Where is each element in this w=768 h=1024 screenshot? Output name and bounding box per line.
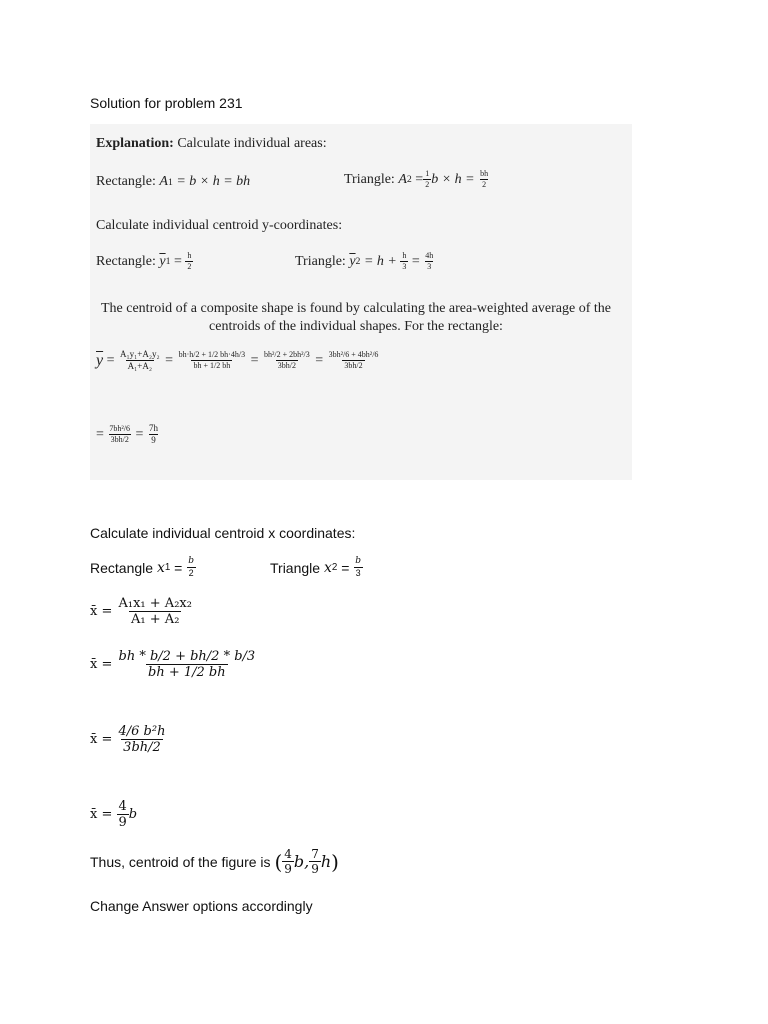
rectangle-area: Rectangle: A 1 = b × h = bh xyxy=(96,174,251,189)
triangle-area: Triangle: A 2 = $\frac{1}{2}$ b × h = $\frac{bh}{2}$ xyxy=(344,169,489,189)
xbar-simplified: x̄ = $\frac{\text{4/6 b²h}}{3bh/2}$ xyxy=(90,724,166,755)
xbar-substitution: x̄ = $\frac{bh * b/2 + bh/2 * b/3}{bh + 1/2 bh}$ xyxy=(90,649,256,680)
xbar-final: x̄ = $\frac{4}{9}$ b xyxy=(90,799,138,830)
rectangle-y: Rectangle: $\overline{y}$ 1 = $\frac{h}{2}$ xyxy=(96,251,192,271)
explanation-panel xyxy=(90,124,632,480)
triangle-x: Triangle x 2 = $\frac{b}{3}$ xyxy=(270,556,362,578)
xbar-formula: x̄ = $\frac{\text{A₁x₁ + A₂x₂}}{\text{A₁ + A₂}}$ xyxy=(90,596,192,627)
problem-heading: Solution for problem 231 xyxy=(90,95,243,111)
centroid-result-line: Thus, centroid of the figure is ( $\frac{4}{9}$ b, $\frac{7}{9}$ h ) xyxy=(90,847,339,876)
ybar-result: = $\frac{\text{7bh²/6}}{3bh/2}$ = $\frac{7h}{9}$ xyxy=(96,423,158,445)
explanation-line xyxy=(96,136,327,152)
centroid-y-heading: Calculate individual centroid y-coordinates: xyxy=(96,218,343,233)
explanation-text: Calculate individual areas: xyxy=(177,136,327,151)
composite-text: The centroid of a composite shape is found by calculating the area-weighted average of the centroids of the individual shapes. For the rectangle: xyxy=(100,301,611,334)
rectangle-x: Rectangle x 1 = $\frac{b}{2}$ xyxy=(90,556,195,578)
triangle-y: Triangle: $\overline{y}$ 2 = h + $\frac{h}{3}$ = $\frac{4h}{3}$ xyxy=(295,251,434,271)
centroid-x-heading: Calculate individual centroid x coordinates: xyxy=(90,525,356,541)
ybar-computation: $\overline{y}$ = $\frac{\text{A₁y₁+A₂y₂}}{\text{A₁+A₂}}$ = $\frac{bh\cdot h/2 + 1/2 bh\cdot 4h/3}{bh + 1/2 bh}$ = $\frac{\text{bh²/2 + 2bh²/3}}{3bh/2}$ = $\frac{\text{3bh²/6 + 4bh²/6}}{3bh/2}$ xyxy=(96,349,379,371)
explanation-label: Explanation: xyxy=(96,136,174,151)
change-answer-note: Change Answer options accordingly xyxy=(90,898,313,914)
